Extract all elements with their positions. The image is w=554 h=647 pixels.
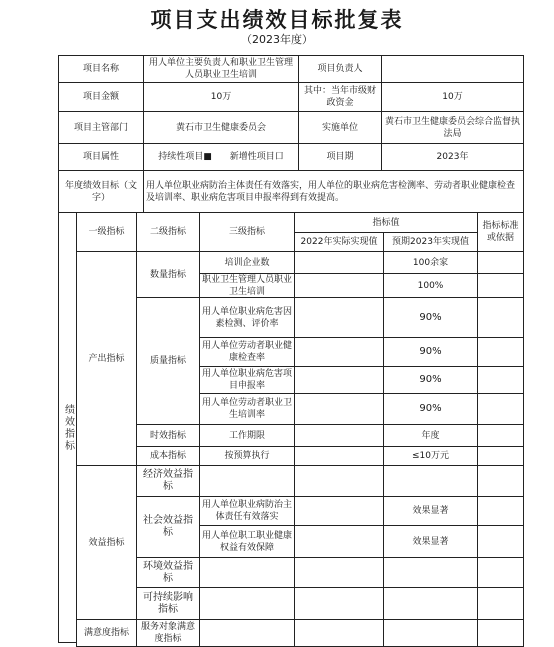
item-standard xyxy=(477,366,524,394)
item-standard xyxy=(477,251,524,274)
header-actual-2022: 2022年实际实现值 xyxy=(294,232,384,252)
item-standard xyxy=(477,557,524,588)
item-name: 用人单位职业病防治主体责任有效落实 xyxy=(199,496,295,526)
item-actual xyxy=(294,557,384,588)
item-name xyxy=(199,557,295,588)
item-standard xyxy=(477,465,524,497)
header-level3: 三级指标 xyxy=(199,212,295,252)
item-name xyxy=(199,619,295,647)
item-actual xyxy=(294,424,384,447)
item-actual xyxy=(294,619,384,647)
label-fiscal-funds: 其中：当年市级财政资金 xyxy=(298,82,382,112)
item-actual xyxy=(294,337,384,367)
item-actual xyxy=(294,465,384,497)
label-sustainable: 可持续影响指标 xyxy=(136,587,200,620)
label-service-satisfaction: 服务对象满意度指标 xyxy=(136,619,200,647)
item-value: 年度 xyxy=(383,424,478,447)
label-department: 项目主管部门 xyxy=(58,111,144,144)
item-actual xyxy=(294,297,384,338)
label-quality: 质量指标 xyxy=(136,297,200,425)
item-standard xyxy=(477,619,524,647)
label-project-leader: 项目负责人 xyxy=(298,55,382,83)
item-name: 用人单位职业病危害因素检测、评价率 xyxy=(199,297,295,338)
value-department: 黄石市卫生健康委员会 xyxy=(143,111,299,144)
item-value: ≤10万元 xyxy=(383,446,478,466)
label-environment: 环境效益指标 xyxy=(136,557,200,588)
item-name: 用人单位职业病危害项目申报率 xyxy=(199,366,295,394)
value-attribute: 持续性项目■ 新增性项目口 xyxy=(143,143,299,171)
item-name xyxy=(199,587,295,620)
label-quantity: 数量指标 xyxy=(136,251,200,298)
label-cost: 成本指标 xyxy=(136,446,200,466)
page-title: 项目支出绩效目标批复表 xyxy=(150,8,404,32)
item-name: 按预算执行 xyxy=(199,446,295,466)
item-actual xyxy=(294,273,384,298)
label-period: 项目期 xyxy=(298,143,382,171)
value-period: 2023年 xyxy=(381,143,524,171)
item-actual xyxy=(294,251,384,274)
item-name: 用人单位劳动者职业卫生培训率 xyxy=(199,393,295,425)
item-name: 职业卫生管理人员职业卫生培训 xyxy=(199,273,295,298)
item-value: 90% xyxy=(383,393,478,425)
item-actual xyxy=(294,393,384,425)
item-name: 用人单位劳动者职业健康检查率 xyxy=(199,337,295,367)
item-value: 效果显著 xyxy=(383,525,478,558)
value-fiscal-funds: 10万 xyxy=(381,82,524,112)
item-value xyxy=(383,587,478,620)
item-standard xyxy=(477,525,524,558)
header-indicator-value: 指标值 xyxy=(294,212,478,233)
item-standard xyxy=(477,446,524,466)
label-attribute: 项目属性 xyxy=(58,143,144,171)
item-actual xyxy=(294,525,384,558)
item-value xyxy=(383,557,478,588)
value-implementer: 黄石市卫生健康委员会综合监督执法局 xyxy=(381,111,524,144)
label-social: 社会效益指标 xyxy=(136,496,200,558)
label-performance-indicators: 绩效指标 xyxy=(58,212,77,643)
label-annual-goal: 年度绩效目标（文字） xyxy=(58,170,144,213)
item-standard xyxy=(477,424,524,447)
value-annual-goal: 用人单位职业病防治主体责任有效落实，用人单位的职业病危害检测率、劳动者职业健康检查及培训率、职业病危害项目申报率得到有效提高。 xyxy=(143,170,524,213)
item-value: 效果显著 xyxy=(383,496,478,526)
item-value: 90% xyxy=(383,337,478,367)
item-standard xyxy=(477,496,524,526)
label-project-amount: 项目金额 xyxy=(58,82,144,112)
label-benefit-indicators: 效益指标 xyxy=(76,465,137,620)
value-project-name: 用人单位主要负责人和职业卫生管理人员职业卫生培训 xyxy=(143,55,299,83)
header-standard: 指标标准或依据 xyxy=(477,212,524,252)
item-standard xyxy=(477,337,524,367)
item-actual xyxy=(294,496,384,526)
label-economic: 经济效益指标 xyxy=(136,465,200,497)
header-expected-2023: 预期2023年实现值 xyxy=(383,232,478,252)
item-value xyxy=(383,619,478,647)
item-value: 90% xyxy=(383,366,478,394)
item-name: 工作期限 xyxy=(199,424,295,447)
item-name xyxy=(199,465,295,497)
item-standard xyxy=(477,297,524,338)
item-value xyxy=(383,465,478,497)
label-output-indicators: 产出指标 xyxy=(76,251,137,466)
item-standard xyxy=(477,393,524,425)
item-name: 用人单位职工职业健康权益有效保障 xyxy=(199,525,295,558)
header-level1: 一级指标 xyxy=(76,212,137,252)
value-project-amount: 10万 xyxy=(143,82,299,112)
label-timeliness: 时效指标 xyxy=(136,424,200,447)
item-actual xyxy=(294,446,384,466)
item-value: 90% xyxy=(383,297,478,338)
item-actual xyxy=(294,366,384,394)
label-satisfaction: 满意度指标 xyxy=(76,619,137,647)
item-value: 100% xyxy=(383,273,478,298)
header-level2: 二级指标 xyxy=(136,212,200,252)
value-project-leader xyxy=(381,55,524,83)
label-implementer: 实施单位 xyxy=(298,111,382,144)
item-actual xyxy=(294,587,384,620)
item-standard xyxy=(477,587,524,620)
label-project-name: 项目名称 xyxy=(58,55,144,83)
page-subtitle: （2023年度） xyxy=(241,33,313,46)
item-name: 培训企业数 xyxy=(199,251,295,274)
item-standard xyxy=(477,273,524,298)
item-value: 100余家 xyxy=(383,251,478,274)
